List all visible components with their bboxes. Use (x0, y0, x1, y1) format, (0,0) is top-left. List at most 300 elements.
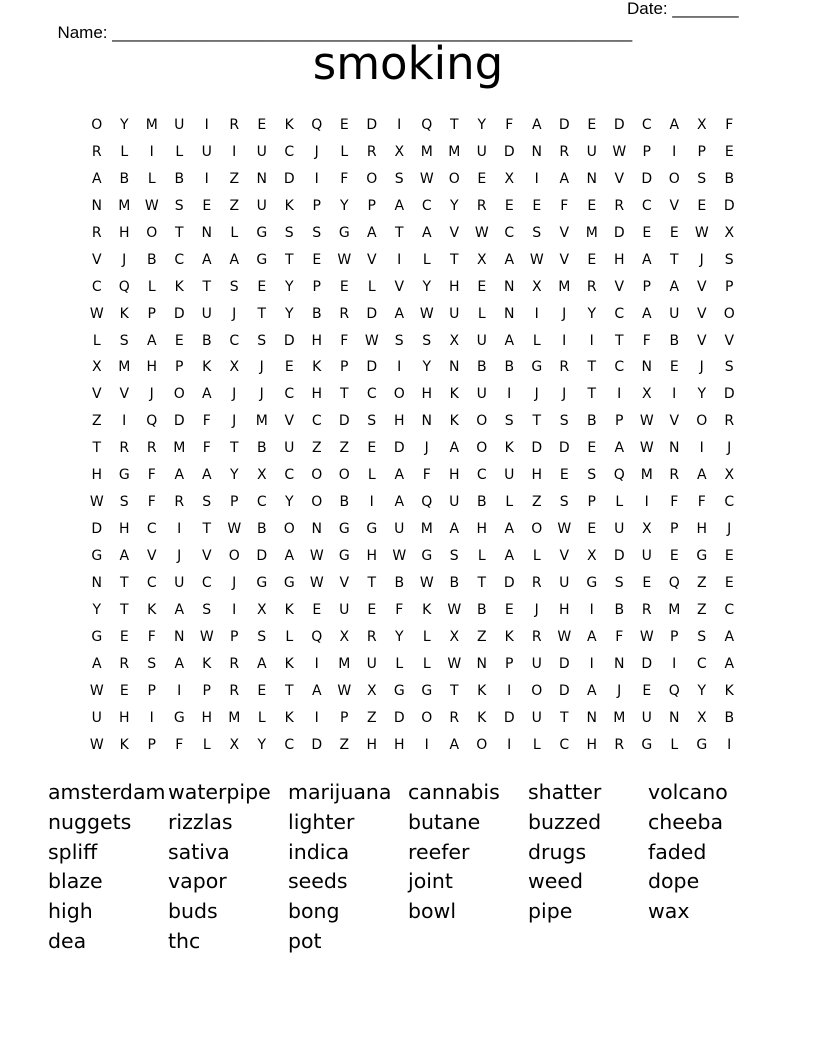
grid-letter: T (202, 521, 212, 538)
grid-letter: I (232, 601, 237, 618)
grid-letter: A (449, 521, 460, 538)
grid-letter: Y (92, 601, 102, 618)
grid-letter: Y (284, 278, 294, 295)
grid-letter: A (91, 170, 102, 187)
grid-letter: I (122, 413, 127, 430)
grid-letter: B (201, 332, 212, 349)
grid-letter: L (92, 332, 101, 349)
grid-row (83, 354, 743, 381)
grid-letter: A (201, 467, 212, 484)
grid-letter: Y (587, 305, 597, 322)
grid-letter: J (562, 386, 567, 403)
grid-letter: O (421, 709, 433, 726)
grid-letter: L (422, 655, 431, 672)
grid-letter: K (504, 440, 514, 457)
grid-letter: F (395, 601, 404, 618)
grid-letter: G (91, 628, 103, 645)
grid-letter: I (534, 170, 539, 187)
grid-letter: K (477, 709, 487, 726)
grid-letter: H (558, 601, 570, 618)
grid-letter: J (699, 251, 704, 268)
grid-letter: U (201, 305, 212, 322)
grid-letter: G (641, 736, 653, 753)
grid-letter: E (504, 601, 514, 618)
word-list-row (48, 867, 768, 897)
grid-letter: W (447, 601, 462, 618)
word-item: wax (648, 899, 690, 924)
grid-letter: I (232, 143, 237, 160)
grid-letter: A (641, 305, 652, 322)
word-item: indica (288, 839, 350, 864)
grid-letter: E (642, 682, 652, 699)
grid-letter: E (312, 601, 322, 618)
grid-letter: W (337, 251, 352, 268)
grid-letter: L (532, 548, 541, 564)
grid-letter: Q (118, 278, 130, 295)
grid-letter: C (421, 197, 432, 214)
grid-letter: A (174, 467, 185, 484)
grid-letter: A (586, 682, 597, 699)
grid-letter: T (119, 601, 129, 618)
grid-letter: U (91, 709, 102, 726)
grid-letter: I (149, 709, 154, 726)
grid-letter: K (119, 736, 129, 753)
grid-letter: C (91, 278, 102, 295)
grid-letter: L (532, 736, 541, 753)
grid-letter: H (393, 413, 405, 430)
grid-letter: F (340, 332, 349, 349)
grid-letter: J (177, 548, 182, 564)
grid-letter: N (641, 359, 652, 376)
grid-letter: B (724, 709, 735, 726)
grid-letter: X (366, 682, 377, 699)
grid-letter: R (559, 143, 570, 160)
grid-letter: E (312, 251, 322, 268)
grid-letter: T (477, 574, 487, 591)
name-field-label: Name: _______________________________________________________ (57, 23, 633, 42)
grid-letter: A (256, 655, 267, 672)
grid-row (83, 193, 743, 220)
word-item: buzzed (528, 809, 602, 834)
grid-letter: V (614, 278, 625, 295)
grid-letter: R (229, 117, 240, 133)
grid-letter: G (256, 251, 268, 268)
grid-letter: D (558, 682, 570, 699)
word-item: bowl (408, 899, 457, 924)
grid-letter: A (366, 224, 377, 241)
grid-letter: K (504, 628, 514, 645)
grid-letter: A (724, 628, 735, 645)
grid-letter: H (393, 736, 405, 753)
grid-letter: I (507, 682, 512, 699)
grid-letter: P (642, 143, 651, 160)
grid-letter: B (669, 332, 680, 349)
grid-letter: N (201, 224, 212, 241)
grid-letter: W (364, 332, 379, 349)
grid-letter: U (559, 574, 570, 591)
grid-letter: J (727, 521, 732, 538)
grid-letter: D (366, 305, 378, 322)
grid-letter: L (422, 251, 431, 268)
grid-letter: U (476, 332, 487, 349)
grid-letter: S (367, 413, 377, 430)
grid-letter: O (696, 413, 708, 430)
grid-letter: B (614, 601, 625, 618)
grid-letter: A (669, 278, 680, 295)
grid-letter: X (641, 386, 652, 403)
grid-letter: O (531, 682, 543, 699)
grid-letter: H (118, 224, 130, 241)
grid-letter: Q (421, 117, 433, 133)
grid-letter: R (531, 574, 542, 591)
grid-letter: O (393, 386, 405, 403)
grid-letter: V (394, 278, 405, 295)
grid-letter: F (175, 736, 184, 753)
grid-letter: P (230, 494, 239, 511)
grid-letter: D (503, 574, 515, 591)
grid-letter: U (284, 440, 295, 457)
grid-letter: M (558, 278, 571, 295)
grid-letter: F (147, 494, 156, 511)
grid-letter: U (394, 521, 405, 538)
grid-letter: V (614, 170, 625, 187)
grid-letter: I (534, 305, 539, 322)
grid-letter: E (724, 548, 734, 564)
grid-letter: G (338, 224, 350, 241)
grid-letter: I (314, 655, 319, 672)
grid-letter: A (284, 548, 295, 564)
grid-letter: W (447, 655, 462, 672)
grid-letter: E (669, 224, 679, 241)
word-item: pipe (528, 899, 573, 924)
grid-letter: E (724, 143, 734, 160)
grid-letter: T (229, 440, 239, 457)
grid-letter: S (587, 467, 597, 484)
grid-letter: J (259, 359, 264, 376)
grid-letter: G (366, 521, 378, 538)
word-item: pot (288, 928, 322, 953)
word-list-row (48, 808, 768, 838)
grid-letter: W (89, 736, 104, 753)
grid-letter: F (697, 494, 706, 511)
grid-letter: G (256, 224, 268, 241)
grid-letter: O (366, 170, 378, 187)
grid-letter: H (613, 251, 625, 268)
grid-letter: J (424, 440, 429, 457)
grid-letter: E (587, 521, 597, 538)
grid-letter: P (147, 682, 156, 699)
grid-letter: Q (311, 117, 323, 133)
word-item: sativa (168, 839, 230, 864)
grid-letter: U (669, 305, 680, 322)
word-item: faded (648, 839, 707, 864)
grid-letter: F (202, 413, 211, 430)
grid-letter: R (91, 224, 102, 241)
grid-letter: G (338, 521, 350, 538)
grid-letter: B (476, 359, 487, 376)
grid-letter: T (92, 440, 102, 457)
grid-letter: B (256, 440, 267, 457)
grid-letter: X (586, 548, 597, 564)
grid-row (83, 678, 743, 705)
grid-letter: X (476, 251, 487, 268)
grid-letter: W (144, 197, 159, 214)
grid-letter: F (147, 467, 156, 484)
grid-letter: X (696, 709, 707, 726)
grid-letter: R (559, 359, 570, 376)
grid-row (83, 570, 743, 597)
grid-letter: N (174, 628, 185, 645)
grid-letter: U (476, 386, 487, 403)
grid-letter: R (91, 143, 102, 160)
grid-letter: J (149, 386, 154, 403)
grid-letter: C (311, 413, 322, 430)
grid-letter: S (174, 197, 184, 214)
grid-letter: Z (531, 494, 542, 511)
grid-letter: E (642, 574, 652, 591)
grid-letter: A (146, 332, 157, 349)
grid-letter: L (147, 278, 156, 295)
grid-letter: O (338, 467, 350, 484)
grid-letter: P (505, 655, 514, 672)
grid-letter: C (146, 521, 157, 538)
grid-letter: R (339, 305, 350, 322)
grid-letter: N (256, 170, 267, 187)
grid-letter: S (724, 359, 734, 376)
grid-letter: F (615, 628, 624, 645)
grid-letter: R (229, 682, 240, 699)
grid-letter: G (696, 548, 708, 564)
grid-letter: L (615, 494, 624, 511)
grid-row (83, 112, 743, 139)
grid-letter: K (422, 601, 432, 618)
grid-letter: H (586, 736, 598, 753)
grid-letter: A (311, 682, 322, 699)
grid-letter: D (366, 117, 378, 133)
grid-letter: I (369, 494, 374, 511)
grid-letter: S (697, 628, 707, 645)
grid-letter: C (284, 467, 295, 484)
grid-letter: R (669, 467, 680, 484)
grid-letter: M (255, 413, 268, 430)
grid-letter: I (397, 251, 402, 268)
grid-letter: V (559, 224, 570, 241)
grid-letter: M (668, 601, 681, 618)
grid-letter: T (119, 574, 129, 591)
grid-letter: E (642, 224, 652, 241)
grid-letter: P (615, 413, 624, 430)
grid-letter: D (723, 197, 735, 214)
grid-letter: X (229, 736, 240, 753)
grid-letter: X (696, 117, 707, 133)
grid-row (83, 489, 743, 516)
grid-letter: M (118, 197, 131, 214)
grid-letter: W (392, 548, 407, 564)
grid-letter: Y (284, 305, 294, 322)
grid-letter: F (642, 332, 651, 349)
grid-letter: H (311, 386, 323, 403)
grid-letter: X (724, 224, 735, 241)
grid-letter: I (424, 736, 429, 753)
grid-letter: Z (339, 736, 350, 753)
grid-letter: U (614, 521, 625, 538)
grid-letter: Y (229, 467, 239, 484)
grid-letter: A (394, 305, 405, 322)
grid-letter: W (227, 521, 242, 538)
grid-letter: V (366, 251, 377, 268)
word-item: thc (168, 928, 201, 953)
grid-letter: F (670, 494, 679, 511)
grid-letter: H (118, 709, 130, 726)
grid-letter: E (119, 628, 129, 645)
grid-letter: I (562, 332, 567, 349)
grid-letter: G (91, 548, 103, 564)
grid-letter: C (284, 736, 295, 753)
grid-letter: V (669, 197, 680, 214)
grid-letter: M (448, 143, 461, 160)
grid-letter: B (311, 305, 322, 322)
grid-letter: V (449, 224, 460, 241)
grid-letter: Y (119, 117, 129, 133)
grid-letter: W (639, 440, 654, 457)
grid-letter: R (119, 440, 130, 457)
grid-letter: E (119, 682, 129, 699)
grid-letter: Z (696, 574, 707, 591)
grid-letter: S (614, 574, 624, 591)
word-item: marijuana (288, 780, 392, 804)
grid-letter: D (91, 521, 103, 538)
grid-letter: O (476, 413, 488, 430)
grid-letter: H (146, 359, 158, 376)
grid-letter: S (697, 170, 707, 187)
grid-letter: S (257, 332, 267, 349)
grid-letter: O (91, 117, 103, 133)
grid-letter: T (202, 278, 212, 295)
grid-letter: T (449, 117, 459, 133)
word-item: cheeba (648, 809, 724, 834)
grid-letter: U (366, 655, 377, 672)
grid-letter: B (476, 494, 487, 511)
grid-letter: V (669, 413, 680, 430)
grid-letter: S (449, 548, 459, 564)
grid-letter: B (476, 601, 487, 618)
grid-letter: V (201, 548, 212, 564)
grid-letter: L (340, 143, 349, 160)
grid-letter: C (201, 574, 212, 591)
grid-letter: L (505, 494, 514, 511)
grid-letter: N (449, 359, 460, 376)
grid-letter: W (557, 521, 572, 538)
grid-letter: E (367, 601, 377, 618)
grid-letter: U (531, 655, 542, 672)
grid-letter: V (724, 332, 735, 349)
grid-letter: H (91, 467, 103, 484)
grid-row (83, 597, 743, 624)
grid-letter: O (448, 170, 460, 187)
grid-letter: N (91, 197, 102, 214)
grid-letter: I (589, 601, 594, 618)
grid-letter: V (696, 278, 707, 295)
grid-letter: B (256, 521, 267, 538)
grid-letter: L (477, 305, 486, 322)
grid-letter: W (89, 305, 104, 322)
grid-letter: E (532, 197, 542, 214)
grid-letter: U (449, 305, 460, 322)
grid-letter: D (503, 709, 515, 726)
grid-letter: I (589, 332, 594, 349)
grid-letter: T (394, 224, 404, 241)
grid-letter: A (724, 655, 735, 672)
grid-letter: Y (422, 359, 432, 376)
grid-letter: E (669, 548, 679, 564)
grid-letter: C (174, 251, 185, 268)
grid-letter: J (617, 682, 622, 699)
grid-letter: U (641, 548, 652, 564)
grid-letter: D (723, 386, 735, 403)
grid-letter: F (202, 440, 211, 457)
word-item: rizzlas (168, 809, 233, 834)
grid-letter: E (339, 278, 349, 295)
grid-letter: K (174, 278, 184, 295)
grid-letter: G (283, 574, 295, 591)
grid-letter: J (232, 574, 237, 591)
grid-letter: K (284, 117, 294, 133)
word-list-row (48, 897, 768, 927)
grid-letter: A (421, 224, 432, 241)
grid-letter: T (339, 386, 349, 403)
grid-letter: K (449, 386, 459, 403)
grid-letter: O (311, 494, 323, 511)
grid-letter: I (177, 682, 182, 699)
grid-letter: A (174, 655, 185, 672)
grid-letter: I (672, 655, 677, 672)
grid-letter: S (724, 251, 734, 268)
grid-letter: K (284, 655, 294, 672)
grid-row (83, 274, 743, 301)
word-item: cannabis (408, 780, 500, 804)
grid-letter: E (697, 197, 707, 214)
grid-letter: U (174, 574, 185, 591)
grid-letter: C (641, 117, 652, 133)
grid-letter: R (614, 736, 625, 753)
grid-letter: X (394, 143, 405, 160)
grid-letter: J (534, 601, 539, 618)
grid-letter: W (419, 170, 434, 187)
grid-letter: E (367, 440, 377, 457)
grid-letter: U (449, 494, 460, 511)
grid-letter: L (670, 736, 679, 753)
grid-letter: X (256, 601, 267, 618)
word-list-row (48, 927, 768, 957)
grid-letter: F (725, 117, 734, 133)
grid-letter: A (394, 494, 405, 511)
grid-letter: W (337, 682, 352, 699)
grid-letter: C (614, 359, 625, 376)
grid-letter: K (284, 197, 294, 214)
grid-letter: R (449, 709, 460, 726)
grid-letter: I (672, 143, 677, 160)
grid-letter: H (311, 332, 323, 349)
grid-letter: K (284, 709, 294, 726)
grid-letter: B (394, 574, 405, 591)
grid-letter: W (309, 574, 324, 591)
grid-letter: L (257, 709, 266, 726)
word-item: blaze (48, 869, 103, 894)
grid-letter: Z (229, 170, 240, 187)
grid-letter: P (670, 521, 679, 538)
grid-letter: C (614, 305, 625, 322)
grid-letter: E (257, 682, 267, 699)
